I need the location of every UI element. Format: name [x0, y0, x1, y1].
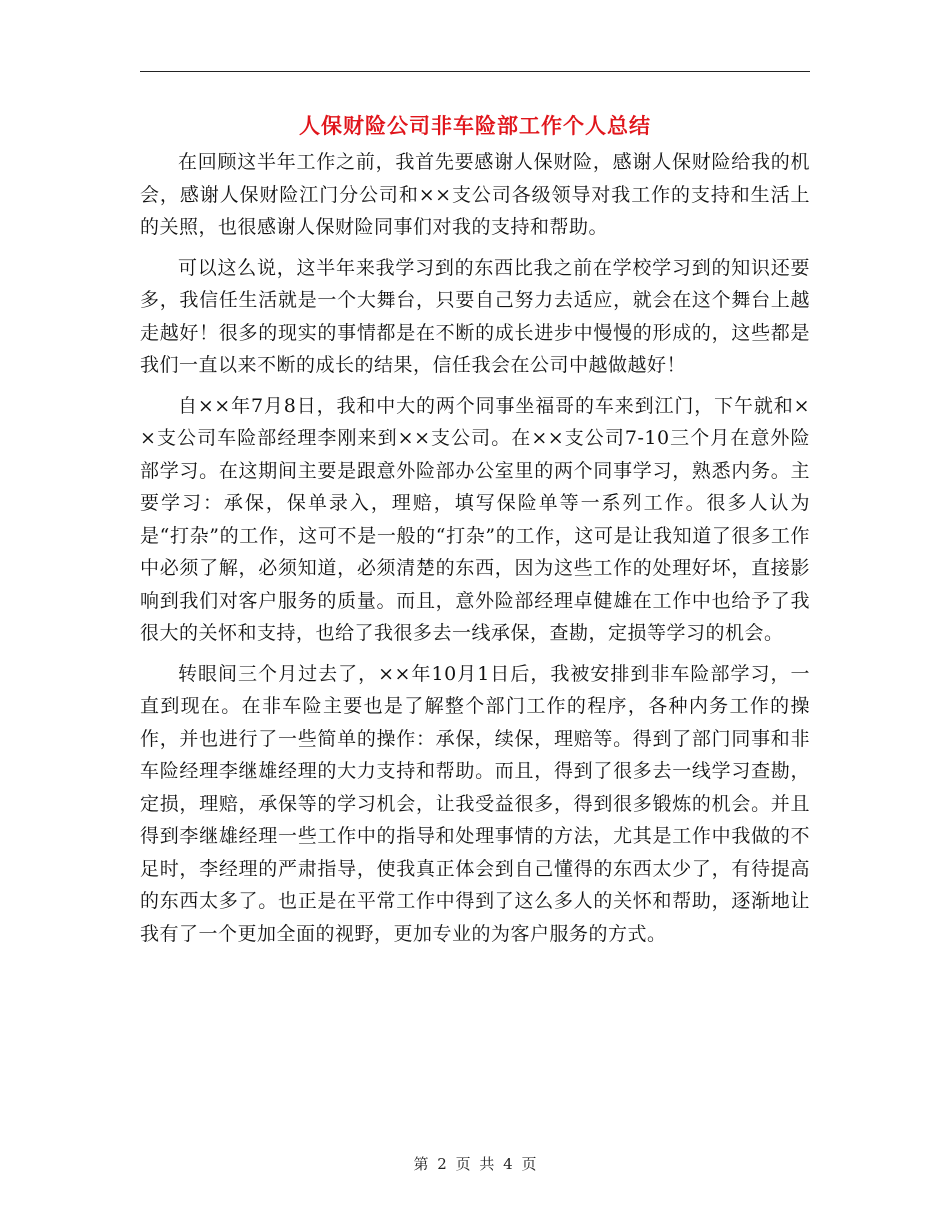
paragraph-4: 转眼间三个月过去了，××年10月1日后，我被安排到非车险部学习，一直到现在。在非车险主要也是了解整个部门工作的程序，各种内务工作的操作，并也进行了一些简单的操作：承保，续保，理赔等。得到了部门同事和非车险经理李继雄经理的大力支持和帮助。而且，得到了很多去一线学习查勘，定损，理赔，承保等的学习机会，让我受益很多，得到很多锻炼的机会。并且得到李继雄经理一些工作中的指导和处理事情的方法，尤其是工作中我做的不足时，李经理的严肃指导，使我真正体会到自己懂得的东西太少了，有待提高的东西太多了。也正是在平常工作中得到了这么多人的关怀和帮助，逐渐地让我有了一个更加全面的视野，更加专业的为客户服务的方式。 [140, 662, 810, 945]
page-number-footer: 第 2 页 共 4 页 [413, 1155, 537, 1173]
document-title: 人保财险公司非车险部工作个人总结 [299, 113, 651, 138]
paragraph-2: 可以这么说，这半年来我学习到的东西比我之前在学校学习到的知识还要多，我信任生活就是一个大舞台，只要自己努力去适应，就会在这个舞台上越走越好！很多的现实的事情都是在不断的成长进步中慢慢的形成的，这些都是我们一直以来不断的成长的结果，信任我会在公司中越做越好！ [140, 256, 810, 376]
paragraph-3: 自××年7月8日，我和中大的两个同事坐福哥的车来到江门，下午就和××支公司车险部经理李刚来到××支公司。在××支公司7-10三个月在意外险部学习。在这期间主要是跟意外险部办公室里的两个同事学习，熟悉内务。主要学习：承保，保单录入，理赔，填写保险单等一系列工作。很多人认为是“打杂”的工作，这可不是一般的“打杂”的工作，这可是让我知道了很多工作中必须了解，必须知道，必须清楚的东西，因为这些工作的处理好坏，直接影响到我们对客户服务的质量。而且，意外险部经理卓健雄在工作中也给予了我很大的关怀和支持，也给了我很多去一线承保，查勘，定损等学习的机会。 [140, 394, 810, 644]
document-body [140, 146, 810, 958]
paragraph-1: 在回顾这半年工作之前，我首先要感谢人保财险，感谢人保财险给我的机会，感谢人保财险江门分公司和××支公司各级领导对我工作的支持和生活上的关照，也很感谢人保财险同事们对我的支持和帮助。 [140, 151, 810, 238]
header-rule [140, 71, 810, 72]
